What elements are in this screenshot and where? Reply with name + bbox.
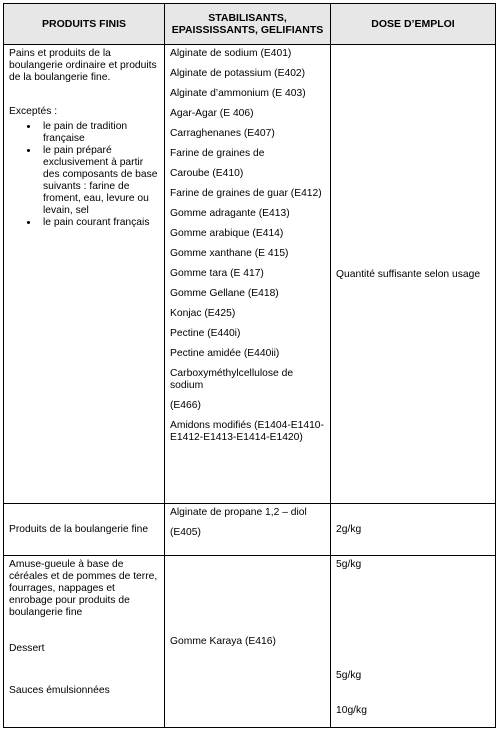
stabiliser-item: Alginate d’ammonium (E 403) [170,88,306,99]
dose-cell [331,556,496,728]
stabiliser-item: Konjac (E425) [170,308,236,319]
list-item: • le pain préparé exclusivement à partir des composants de base suivants : farine de froment, eau, levure ou levain, sel [39,145,159,217]
table-row [4,45,496,504]
product-name: Dessert [9,643,45,654]
stabiliser-item: Amidons modifiés (E1404-E1410-E1412-E1413-E1414-E1420) [170,420,324,443]
list-item: • le pain de tradition française [39,121,159,145]
product-intro: Pains et produits de la boulangerie ordinaire et produits de la boulangerie fine. [9,48,157,83]
stabiliser-item: Gomme adragante (E413) [170,208,290,219]
product-cell [4,504,165,556]
header-dose: DOSE D’EMPLOI [331,4,496,45]
additives-table [3,3,496,728]
dose-cell [331,45,496,504]
stabilisers-cell [165,556,331,728]
table-row [4,556,496,728]
dose-value: 2g/kg [336,524,362,535]
list-item: • le pain courant français [39,217,159,229]
header-produits-finis: PRODUITS FINIS [4,4,165,45]
stabiliser-item: Gomme Gellane (E418) [170,288,279,299]
stabiliser-item: Alginate de potassium (E402) [170,68,306,79]
stabiliser-item: Carboxyméthylcellulose de sodium [170,368,294,391]
stabiliser-item: Gomme xanthane (E 415) [170,248,289,259]
stabiliser-item: Pectine (E440i) [170,328,241,339]
stabiliser-item: (E405) [170,527,201,538]
product-name: Produits de la boulangerie fine [9,524,149,535]
stabiliser-item: Agar-Agar (E 406) [170,108,254,119]
stabiliser-item: Farine de graines de guar (E412) [170,188,322,199]
table-row [4,504,496,556]
dose-value: 5g/kg [336,559,362,570]
stabiliser-item: Pectine amidée (E440ii) [170,348,280,359]
dose-cell [331,504,496,556]
product-cell [4,45,165,504]
stabiliser-item: Alginate de sodium (E401) [170,48,292,59]
product-cell [4,556,165,728]
exceptions-label: Exceptés : [9,106,58,117]
stabilisers-cell [165,45,331,504]
stabiliser-item: (E466) [170,400,201,411]
stabilisers-cell [165,504,331,556]
header-row [4,4,496,45]
stabiliser-item: Caroube (E410) [170,168,244,179]
product-name: Amuse-gueule à base de céréales et de pommes de terre, fourrages, nappages et enrobage pour produits de boulangerie fine [9,559,158,618]
dose-value: Quantité suffisante selon usage [336,268,481,280]
dose-value: 5g/kg [336,670,362,681]
stabiliser-item: Gomme Karaya (E416) [170,636,276,647]
stabiliser-item: Carraghenanes (E407) [170,128,275,139]
product-name: Sauces émulsionnées [9,685,110,696]
stabiliser-item: Gomme tara (E 417) [170,268,264,279]
stabiliser-item: Gomme arabique (E414) [170,228,284,239]
dose-value: 10g/kg [336,705,367,716]
exceptions-list [9,121,159,229]
stabiliser-item: Alginate de propane 1,2 – diol [170,507,307,518]
stabiliser-item: Farine de graines de [170,148,265,159]
header-stabilisants: STABILISANTS, EPAISSISSANTS, GELIFIANTS [165,4,331,45]
